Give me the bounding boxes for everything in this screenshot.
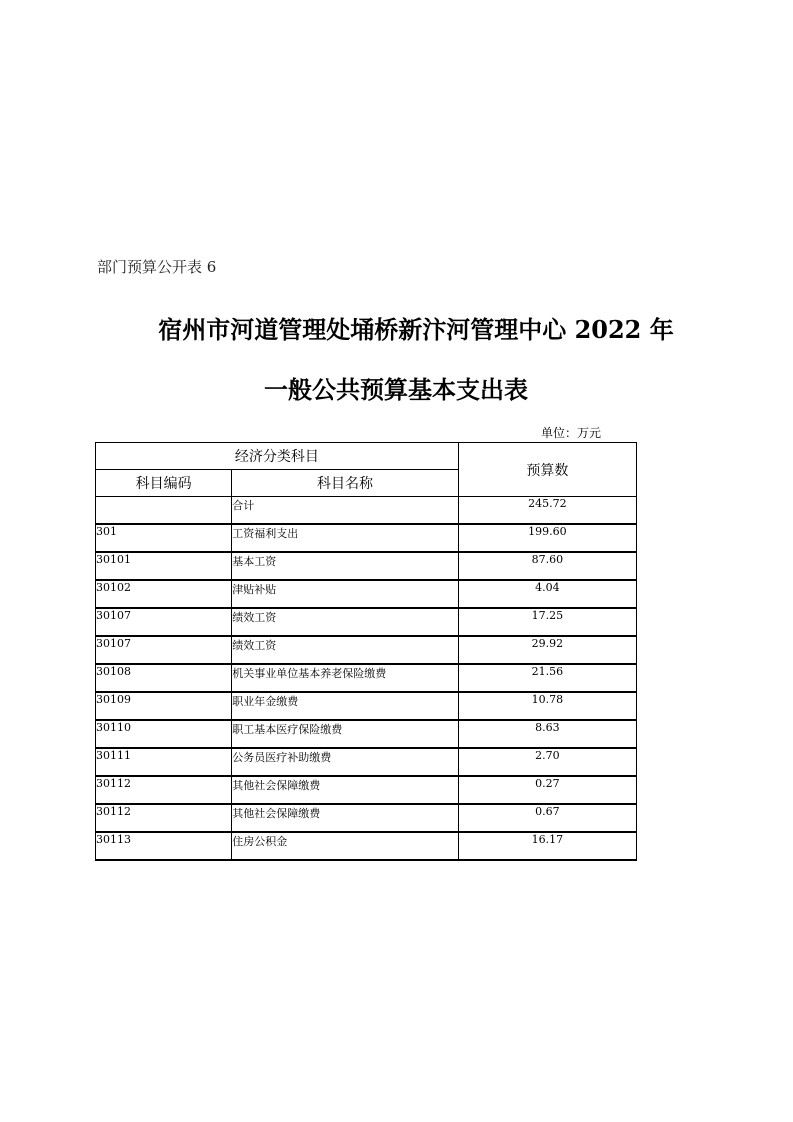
table-row [96, 776, 637, 804]
subject-name-cell: 绩效工资 [232, 608, 458, 636]
subject-code-cell: 30108 [96, 664, 232, 692]
budget-amount-cell: 0.27 [458, 776, 636, 804]
budget-amount-cell: 87.60 [458, 552, 636, 580]
subject-code-cell: 30107 [96, 608, 232, 636]
budget-amount-cell: 4.04 [458, 580, 636, 608]
header-economic-classification: 经济分类科目 [96, 443, 459, 470]
header-subject-name: 科目名称 [232, 470, 458, 497]
subject-name-cell: 合计 [232, 497, 458, 525]
document-title-line-2: 一般公共预算基本支出表 [264, 375, 528, 404]
subject-code-cell: 30109 [96, 692, 232, 720]
budget-table [95, 442, 637, 861]
table-row [96, 804, 637, 832]
table-body [96, 497, 637, 861]
budget-amount-cell: 8.63 [458, 720, 636, 748]
table-row [96, 664, 637, 692]
subject-name-cell: 基本工资 [232, 552, 458, 580]
budget-amount-cell: 0.67 [458, 804, 636, 832]
budget-amount-cell: 199.60 [458, 524, 636, 552]
subject-code-cell: 30110 [96, 720, 232, 748]
budget-amount-cell: 21.56 [458, 664, 636, 692]
table-row [96, 608, 637, 636]
subject-name-cell: 住房公积金 [232, 832, 458, 860]
budget-amount-cell: 2.70 [458, 748, 636, 776]
subject-name-cell: 其他社会保障缴费 [232, 804, 458, 832]
subject-code-cell: 30112 [96, 776, 232, 804]
table-row [96, 497, 637, 525]
table-row [96, 692, 637, 720]
unit-label: 单位：万元 [541, 426, 602, 440]
subject-name-cell: 其他社会保障缴费 [232, 776, 458, 804]
budget-amount-cell: 16.17 [458, 832, 636, 860]
subject-code-cell: 30113 [96, 832, 232, 860]
table-number-label: 部门预算公开表 6 [97, 258, 217, 276]
subject-code-cell: 30101 [96, 552, 232, 580]
table-row [96, 720, 637, 748]
budget-amount-cell: 10.78 [458, 692, 636, 720]
budget-amount-cell: 245.72 [458, 497, 636, 525]
table-row [96, 524, 637, 552]
subject-code-cell: 30112 [96, 804, 232, 832]
header-subject-code: 科目编码 [96, 470, 232, 497]
header-budget-amount: 预算数 [458, 443, 636, 497]
subject-name-cell: 工资福利支出 [232, 524, 458, 552]
budget-amount-cell: 17.25 [458, 608, 636, 636]
subject-name-cell: 职工基本医疗保险缴费 [232, 720, 458, 748]
table-row [96, 580, 637, 608]
subject-code-cell: 30107 [96, 636, 232, 664]
subject-name-cell: 公务员医疗补助缴费 [232, 748, 458, 776]
subject-code-cell: 30102 [96, 580, 232, 608]
subject-code-cell: 301 [96, 524, 232, 552]
subject-name-cell: 绩效工资 [232, 636, 458, 664]
table-row [96, 832, 637, 860]
budget-amount-cell: 29.92 [458, 636, 636, 664]
table-row [96, 552, 637, 580]
subject-name-cell: 津贴补贴 [232, 580, 458, 608]
subject-name-cell: 机关事业单位基本养老保险缴费 [232, 664, 458, 692]
subject-name-cell: 职业年金缴费 [232, 692, 458, 720]
table-row [96, 748, 637, 776]
subject-code-cell: 30111 [96, 748, 232, 776]
subject-code-cell [96, 497, 232, 525]
document-title-line-1: 宿州市河道管理处埇桥新汴河管理中心 2022 年 [158, 315, 674, 344]
table-row [96, 636, 637, 664]
